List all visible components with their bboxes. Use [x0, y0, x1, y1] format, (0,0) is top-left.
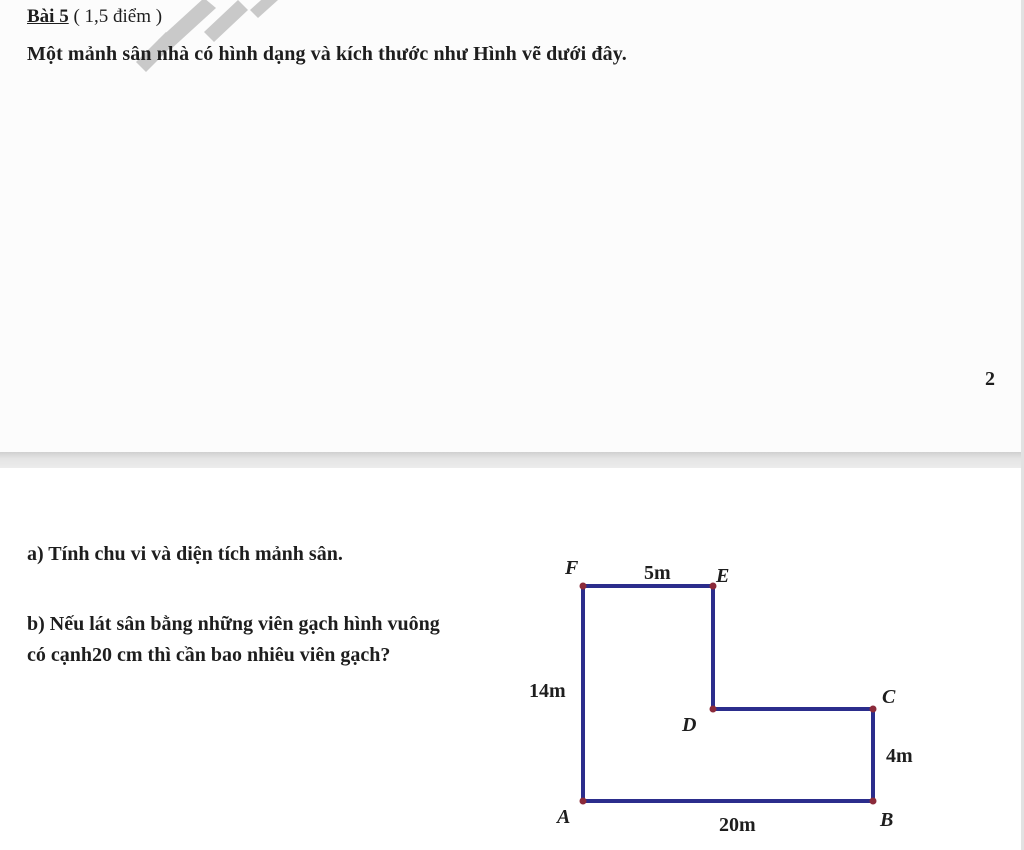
dimension-af: 14m [529, 680, 566, 702]
vertex-c [870, 706, 877, 713]
vertex-a [580, 798, 587, 805]
vertex-d [710, 706, 717, 713]
question-a: a) Tính chu vi và diện tích mảnh sân. [27, 543, 343, 565]
label-b: B [880, 809, 894, 831]
exercise-number: Bài 5 [27, 6, 69, 27]
question-b: b) Nếu lát sân bằng những viên gạch hình vuông có cạnh20 cm thì cần bao nhiêu viên gạch? [27, 613, 440, 666]
label-d: D [682, 714, 697, 736]
dimension-ab: 20m [719, 814, 756, 836]
label-c: C [882, 686, 896, 708]
label-a: A [557, 806, 571, 828]
exercise-points: ( 1,5 điểm ) [68, 6, 163, 27]
page-number: 2 [985, 368, 995, 390]
dimension-bc: 4m [886, 745, 913, 767]
exercise-intro: Một mảnh sân nhà có hình dạng và kích thước như Hình vẽ dưới đây. [27, 43, 627, 65]
yard-outline [583, 586, 873, 801]
vertex-f [580, 583, 587, 590]
dimension-fe: 5m [644, 562, 671, 584]
vertex-b [870, 798, 877, 805]
label-e: E [716, 565, 730, 587]
label-f: F [565, 557, 579, 579]
